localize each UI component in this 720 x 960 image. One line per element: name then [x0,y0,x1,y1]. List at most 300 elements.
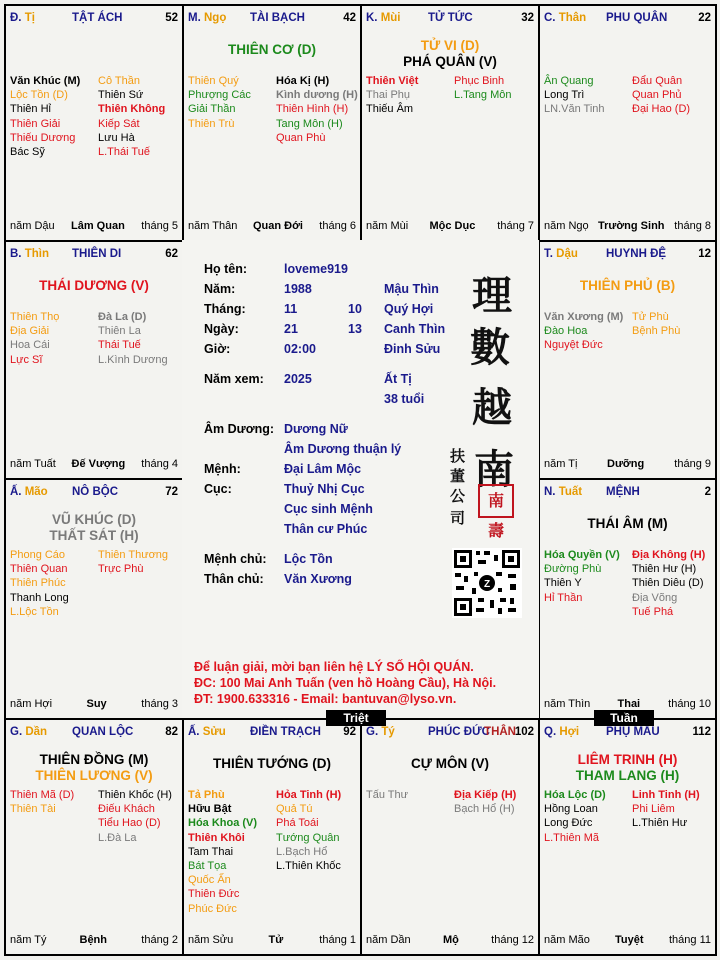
minor-star: Thiên Quý [188,75,239,87]
life-stage: Đế Vượng [71,458,126,470]
minor-star: Tam Thai [188,845,234,858]
palace-header [366,12,534,28]
palace-chi: Thân [558,12,587,24]
palace-ti[interactable] [4,4,184,242]
menhchu-value: Lộc Tồn [284,552,333,566]
minor-star: Điếu Khách [98,803,155,816]
left-star-column [10,74,80,159]
amduong-label: Âm Dương: [204,422,275,436]
palace-header [544,12,711,28]
right-star-column [632,548,705,619]
palace-name: PHU QUÂN [606,12,668,24]
minor-star: Linh Tinh (H) [632,789,700,801]
qr-code-icon[interactable] [452,548,522,618]
palace-year: năm Dần [366,934,411,946]
right-star-column [632,310,680,338]
palace-number: 102 [514,726,534,738]
cuc-label: Cục: [204,482,232,496]
palace-month: tháng 7 [497,220,534,232]
palace-footer [366,934,534,948]
right-star-column [454,74,511,102]
palace-hoi[interactable] [538,718,717,956]
left-star-column [188,74,251,131]
palace-chi: Hợi [559,726,580,738]
left-star-column [544,548,620,605]
life-stage: Dưỡng [607,458,645,470]
year-value: 1988 [284,282,312,296]
palace-name: MỆNH [606,486,640,498]
minor-star: Thiên Hỉ [10,103,51,116]
minor-star: Thai Phụ [366,89,411,102]
palace-header [10,248,178,264]
left-star-column [10,788,74,816]
right-star-column [632,788,700,831]
minor-star: Đại Hao (D) [632,103,691,116]
palace-month: tháng 1 [319,934,356,946]
palace-chi: Dần [25,726,48,738]
palace-chi: Mão [24,486,48,498]
palace-header [10,12,178,28]
palace-number: 52 [165,12,178,24]
minor-star: Tuế Phá [632,605,674,618]
hour-canchi: Đinh Sửu [384,342,441,356]
palace-footer [10,220,178,234]
palace-footer [10,698,178,712]
minor-star: Bát Tọa [188,860,227,873]
palace-mao[interactable] [4,478,184,720]
palace-tuat[interactable] [538,478,717,720]
left-star-column [544,74,605,117]
palace-header [188,726,356,742]
minor-star: Quan Phù [276,131,326,144]
minor-star: Giải Thần [188,103,236,116]
palace-month: tháng 5 [141,220,178,232]
minor-star: L.Bạch Hổ [276,845,328,858]
palace-footer [544,220,711,234]
minor-star: Kình dương (H) [276,89,358,102]
palace-can: G. [366,726,379,738]
triet-tag: Triệt [326,710,386,726]
palace-year: năm Thân [188,220,238,232]
palace-ty[interactable] [360,718,540,956]
main-star: THÁI ÂM (M) [587,516,668,531]
amduong-value: Dương Nữ [284,422,348,436]
palace-chi: Dậu [556,248,578,260]
day-lunar: 13 [348,322,362,336]
minor-star: Hóa Lộc (D) [544,789,606,801]
year-label: Năm: [204,282,236,296]
palace-suu[interactable] [182,718,362,956]
palace-footer [366,220,534,234]
palace-can: M. [188,12,201,24]
minor-star: Thiên Mã (D) [10,789,75,801]
life-stage: Lâm Quan [71,220,125,232]
main-star: THIÊN ĐỒNG (M) [39,752,149,767]
minor-star: Long Đức [544,817,593,830]
red-seal: 南 壽 [478,484,514,518]
palace-header [366,726,534,742]
left-star-column [10,310,59,367]
palace-number: 22 [698,12,711,24]
minor-star: L.Kình Dương [98,353,168,366]
palace-year: năm Dậu [10,220,55,232]
minor-star: Hồng Loan [544,803,598,816]
minor-star: Thiên Sứ [98,89,144,102]
life-stage: Bệnh [79,934,107,946]
minor-star: Thiên Thọ [10,311,60,323]
minor-star: Quả Tú [276,803,313,816]
minor-star: Thiên Việt [366,75,419,87]
minor-star: Văn Khúc (M) [10,75,81,87]
minor-star: Thiếu Dương [10,131,76,144]
minor-star: Thiên Hư (H) [632,563,697,576]
calligraphy-char-4: 南 [474,446,514,493]
minor-star: Đường Phù [544,563,602,576]
palace-header [10,726,178,742]
cuc-value: Thuỷ Nhị Cục [284,482,365,496]
palace-name: NÔ BỘC [72,486,118,498]
palace-mui[interactable] [360,4,540,242]
minor-star: Thiên Hình (H) [276,103,349,116]
center-info-panel [182,240,539,718]
palace-year: năm Ngọ [544,220,589,232]
palace-month: tháng 11 [668,934,711,946]
palace-month: tháng 8 [674,220,711,232]
palace-header [188,12,356,28]
minor-star: L.Thiên Hư [632,817,688,830]
palace-name: ĐIỀN TRẠCH [250,726,321,738]
minor-star: Bác Sỹ [10,146,45,159]
cuc-note: Cục sinh Mệnh [284,502,373,516]
palace-than[interactable] [538,4,717,242]
palace-footer [10,458,178,472]
tuan-tag: Tuần [594,710,654,726]
palace-can: Đ. [10,12,22,24]
minor-star: Hóa Quyền (V) [544,549,620,561]
palace-chi: Tý [381,726,395,738]
palace-number: 92 [343,726,356,738]
age-value: 38 tuổi [384,392,425,406]
palace-can: B. [10,248,22,260]
minor-star: Thiên Tài [10,803,56,816]
palace-name: THIÊN DI [72,248,122,260]
view-year-label: Năm xem: [204,372,264,386]
palace-header [10,486,178,502]
life-stage: Mộ [443,934,459,946]
name-label: Họ tên: [204,262,248,276]
thanchu-label: Thân chủ: [204,572,264,586]
palace-month: tháng 4 [141,458,178,470]
palace-month: tháng 2 [141,934,178,946]
minor-star: Thiên La [98,325,141,338]
palace-number: 2 [704,486,711,498]
left-star-column [10,548,69,619]
life-stage: Tử [268,934,284,946]
main-star: THIÊN TƯỚNG (D) [213,756,331,771]
minor-star: Thiên Quan [10,563,68,576]
palace-number: 112 [692,726,711,738]
minor-star: Quốc Ấn [188,874,231,887]
palace-can: N. [544,486,556,498]
life-stage: Tuyệt [615,934,644,946]
view-year-value: 2025 [284,372,312,386]
minor-star: Hóa Khoa (V) [188,817,258,830]
minor-star: L.Thiên Khốc [276,860,341,873]
minor-star: Thiên Đức [188,888,240,901]
minor-star: Thái Tuế [98,339,141,352]
main-star: THIÊN CƠ (D) [227,42,316,57]
minor-star: Thanh Long [10,591,69,604]
palace-name: TỬ TỨC [428,12,473,24]
main-star: LIÊM TRINH (H) [577,752,678,767]
palace-footer [544,934,711,948]
palace-name: TẬT ÁCH [72,12,123,24]
minor-star: Đẩu Quân [632,75,683,87]
main-star: CỰ MÔN (V) [411,756,489,771]
right-star-column [276,74,358,145]
minor-star: Bạch Hổ (H) [454,803,515,816]
palace-can: T. [544,248,553,260]
minor-star: Cô Thần [98,75,140,87]
right-star-column [98,310,168,367]
contact-line-2: ĐC: 100 Mai Anh Tuấn (ven hồ Hoàng Cầu), Hà Nội. [194,676,497,690]
palace-dau[interactable] [538,240,717,480]
month-value: 11 [284,302,298,316]
palace-year: năm Hợi [10,698,53,710]
minor-star: L.Đà La [98,831,137,844]
menh-label: Mệnh: [204,462,241,476]
minor-star: Tiểu Hao (D) [98,817,161,830]
life-stage: Quan Đới [253,220,303,232]
right-star-column [98,788,172,845]
life-stage: Thai [617,698,641,710]
palace-chi: Thìn [24,248,49,260]
minor-star: Thiên Thương [98,549,169,561]
palace-footer [10,934,178,948]
main-star: VŨ KHÚC (D) [52,512,136,527]
minor-star: Địa Võng [632,591,678,604]
contact-line-1: Để luận giải, mời bạn liên hệ LÝ SỐ HỘI QUÁN. [194,660,474,674]
palace-dan[interactable] [4,718,184,956]
right-star-column [632,74,690,117]
palace-chi: Mùi [380,12,401,24]
palace-header [544,248,711,264]
minor-star: Thiên Khôi [188,831,245,844]
left-star-column [366,74,418,117]
minor-star: Thiên Không [98,103,166,116]
palace-footer [188,220,356,234]
minor-star: Thiên Diêu (D) [632,577,704,590]
main-star: PHÁ QUÂN (V) [403,54,497,69]
palace-footer [544,458,711,472]
minor-star: Địa Không (H) [632,549,706,561]
palace-can: C. [544,12,556,24]
palace-can: G. [10,726,23,738]
minor-star: Văn Xương (M) [544,311,624,323]
minor-star: Phi Liêm [632,803,675,816]
palace-footer [188,934,356,948]
palace-year: năm Sửu [188,934,234,946]
contact-line-3: ĐT: 1900.633316 - Email: bantuvan@lyso.vn. [194,692,457,706]
minor-star: Hoa Cái [10,339,50,352]
palace-can: Ấ. [10,486,22,498]
palace-month: tháng 3 [141,698,178,710]
palace-year: năm Thìn [544,698,591,710]
minor-star: Tang Môn (H) [276,117,343,130]
main-star: THIÊN PHỦ (B) [579,278,676,293]
minor-star: Phúc Đức [188,902,237,915]
calligraphy-char-3: 越 [472,384,512,431]
menhchu-label: Mệnh chủ: [204,552,267,566]
minor-star: Bệnh Phù [632,325,681,338]
palace-month: tháng 10 [668,698,711,710]
minor-star: Đào Hoa [544,325,588,338]
main-star: THIÊN LƯƠNG (V) [35,768,153,783]
minor-star: Long Trì [544,89,585,102]
left-star-column [366,788,408,802]
minor-star: L.Thiên Mã [544,831,600,844]
main-star: THAM LANG (H) [575,768,680,783]
palace-header [544,486,711,502]
palace-year: năm Mão [544,934,590,946]
minor-star: Hữu Bật [188,803,232,816]
minor-star: Thiên Khốc (H) [98,789,172,801]
hour-label: Giờ: [204,342,231,356]
day-label: Ngày: [204,322,239,336]
right-star-column [454,788,516,816]
minor-star: Địa Kiếp (H) [454,789,517,801]
palace-month: tháng 6 [319,220,356,232]
month-label: Tháng: [204,302,246,316]
palace-name: PHÚC ĐỨC [428,726,490,738]
palace-chi: Ngọ [203,12,227,24]
minor-star: Lộc Tồn (D) [10,89,68,102]
palace-header [544,726,711,742]
name-value: loveme919 [284,262,348,276]
minor-star: Hỏa Tinh (H) [276,789,342,801]
left-star-column [544,788,606,845]
minor-star: Thiên Y [544,577,582,590]
minor-star: Tử Phù [632,311,669,323]
minor-star: Trực Phù [98,563,144,576]
minor-star: Thiếu Âm [366,103,414,116]
than-marker: THÂN [484,726,516,738]
minor-star: Tả Phù [188,789,225,801]
palace-number: 72 [165,486,178,498]
minor-star: L.Tang Môn [454,89,512,102]
minor-star: Phục Binh [454,75,505,87]
palace-name: PHỤ MẪU [606,726,660,738]
palace-chi: Tuất [558,486,583,498]
main-star: TỬ VI (D) [420,38,480,53]
minor-star: Tướng Quân [276,831,340,844]
hour-value: 02:00 [284,342,316,356]
minor-star: Nguyệt Đức [544,339,603,352]
minor-star: Quan Phủ [632,89,682,102]
minor-star: L.Lộc Tồn [10,605,59,618]
calligraphy-small-3: 公 [450,487,466,505]
minor-star: Đà La (D) [98,311,147,323]
palace-year: năm Tuất [10,458,56,470]
main-star: THÁI DƯƠNG (V) [39,278,149,293]
minor-star: LN.Văn Tinh [544,103,605,116]
left-star-column [188,788,257,916]
thanchu-value: Văn Xương [284,572,352,586]
minor-star: Phượng Các [188,89,251,102]
calligraphy-char-2: 數 [470,324,510,371]
svg-text:Z: Z [483,579,491,590]
palace-name: QUAN LỘC [72,726,134,738]
minor-star: Lưu Hà [98,131,135,144]
palace-thin[interactable] [4,240,184,480]
month-lunar: 10 [348,302,362,316]
than-cu-value: Thân cư Phúc [284,522,368,536]
day-canchi: Canh Thìn [384,322,446,336]
palace-can: Ấ. [188,726,200,738]
palace-year: năm Mùi [366,220,409,232]
palace-month: tháng 12 [491,934,534,946]
right-star-column [98,74,165,159]
palace-number: 62 [165,248,178,260]
view-year-canchi: Ất Tị [384,372,412,386]
minor-star: Phong Cáo [10,549,66,561]
palace-chi: Tị [24,12,35,24]
palace-can: K. [366,12,378,24]
calligraphy-small-1: 扶 [450,447,466,465]
amduong-note: Âm Dương thuận lý [284,442,402,456]
left-star-column [544,310,623,353]
minor-star: Tấu Thư [366,789,409,801]
calligraphy-char-1: 理 [472,272,512,319]
palace-ngo[interactable] [182,4,362,242]
minor-star: Địa Giải [10,325,50,338]
minor-star: Kiếp Sát [98,117,140,130]
right-star-column [98,548,168,576]
palace-name: HUYNH ĐỆ [606,248,667,260]
minor-star: Thiên Trù [188,117,235,130]
minor-star: Lực Sĩ [10,353,43,366]
palace-month: tháng 9 [674,458,711,470]
day-value: 21 [284,322,298,336]
palace-chi: Sửu [202,726,226,738]
minor-star: Hỉ Thần [544,591,583,604]
life-stage: Trường Sinh [598,220,665,232]
palace-can: Q. [544,726,557,738]
palace-name: TÀI BẠCH [250,12,305,24]
palace-number: 32 [521,12,534,24]
minor-star: Thiên Phúc [10,577,66,590]
life-stage: Suy [86,698,107,710]
palace-number: 12 [698,248,711,260]
minor-star: Hóa Kị (H) [276,75,330,87]
month-canchi: Quý Hợi [384,302,434,316]
year-canchi: Mậu Thìn [384,282,439,296]
right-star-column [276,788,341,873]
minor-star: Thiên Giải [10,117,61,130]
palace-number: 82 [165,726,178,738]
calligraphy-small-4: 司 [450,509,466,527]
calligraphy-small-2: 董 [450,467,466,485]
menh-value: Đại Lâm Mộc [284,462,362,476]
palace-year: năm Tý [10,934,47,946]
main-star: THẤT SÁT (H) [49,528,139,543]
life-stage: Mộc Dục [429,220,476,232]
palace-number: 42 [343,12,356,24]
palace-year: năm Tị [544,458,578,470]
minor-star: L.Thái Tuế [98,146,150,159]
minor-star: Phá Toái [276,817,319,830]
minor-star: Ân Quang [544,75,594,87]
